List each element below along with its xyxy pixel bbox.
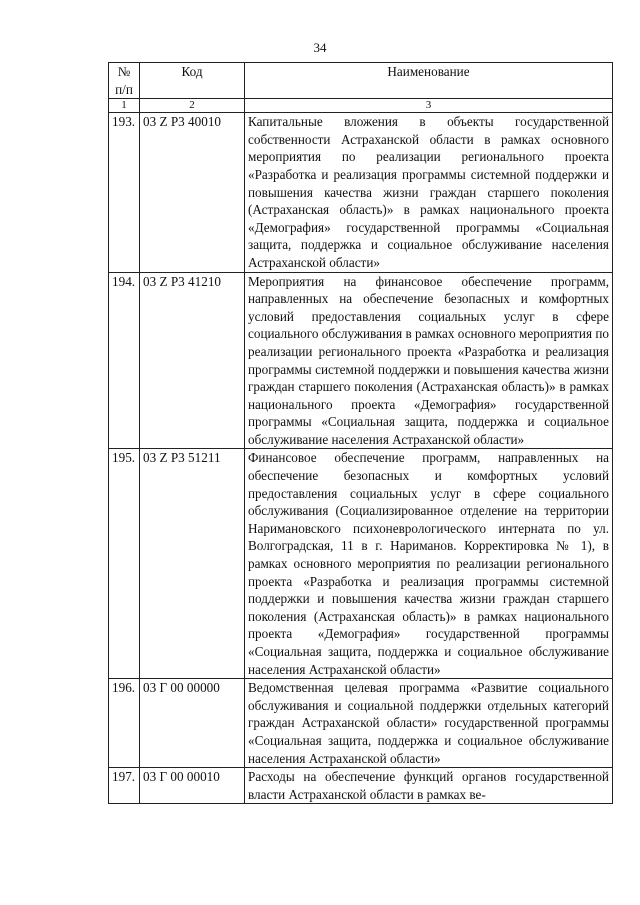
header-code: Код bbox=[140, 63, 245, 99]
row-number: 195. bbox=[109, 449, 140, 679]
row-number: 197. bbox=[109, 768, 140, 804]
row-number: 194. bbox=[109, 272, 140, 449]
budget-classification-table bbox=[108, 62, 613, 804]
table-row bbox=[109, 768, 613, 804]
table-row bbox=[109, 113, 613, 272]
table-row bbox=[109, 272, 613, 449]
row-code: 03 Z P3 51211 bbox=[140, 449, 245, 679]
column-index: 2 bbox=[140, 99, 245, 113]
row-code: 03 Г 00 00010 bbox=[140, 768, 245, 804]
row-code: 03 Z P3 40010 bbox=[140, 113, 245, 272]
table-row bbox=[109, 679, 613, 768]
column-index-row bbox=[109, 99, 613, 113]
row-name: Финансовое обеспечение программ, направленных на обеспечение безопасных и комфортных условий предоставления социальных услуг в сфере социального обслуживания (Социализированное отделение на территории Наримановского психоневрологического интерната по ул. Волгоградская, 11 в г. Нариманов. Корректировка № 1), в рамках основного мероприятия по реализации регионального проекта «Разработка и реализация программы системной поддержки и повышения качества жизни граждан старшего поколения (Астраханская область)» в рамках национального проекта «Демография» государственной программы «Социальная защита, поддержка и социальное обслуживание населения Астраханской области» bbox=[245, 449, 613, 679]
table-header-row bbox=[109, 63, 613, 99]
page-number: 34 bbox=[313, 40, 327, 55]
row-name: Расходы на обеспечение функций органов государственной власти Астраханской области в рамках ве- bbox=[245, 768, 613, 804]
row-name: Мероприятия на финансовое обеспечение программ, направленных на обеспечение безопасных и комфортных условий предоставления социальных услуг в сфере социального обслуживания в рамках основного мероприятия по реализации регионального проекта «Разработка и реализация программы системной поддержки и повышения качества жизни граждан старшего поколения (Астраханская область)» в рамках национального проекта «Демография» государственной программы «Социальная защита, поддержка и социальное обслуживание населения Астраханской области» bbox=[245, 272, 613, 449]
row-name: Ведомственная целевая программа «Развитие социального обслуживания и социальной поддержки отдельных категорий граждан Астраханской области» государственной программы «Социальная защита, поддержка и социальное обслуживание населения Астраханской области» bbox=[245, 679, 613, 768]
table-row bbox=[109, 449, 613, 679]
header-number: № п/п bbox=[109, 63, 140, 99]
column-index: 3 bbox=[245, 99, 613, 113]
row-code: 03 Г 00 00000 bbox=[140, 679, 245, 768]
column-index: 1 bbox=[109, 99, 140, 113]
row-code: 03 Z P3 41210 bbox=[140, 272, 245, 449]
row-number: 193. bbox=[109, 113, 140, 272]
row-number: 196. bbox=[109, 679, 140, 768]
row-name: Капитальные вложения в объекты государственной собственности Астраханской области в рамках основного мероприятия по реализации регионального проекта «Разработка и реализация программы системной поддержки и повышения качества жизни граждан старшего поколения (Астраханская область)» в рамках национального проекта «Демография» государственной программы «Социальная защита, поддержка и социальное обслуживание населения Астраханской области» bbox=[245, 113, 613, 272]
header-name: Наименование bbox=[245, 63, 613, 99]
